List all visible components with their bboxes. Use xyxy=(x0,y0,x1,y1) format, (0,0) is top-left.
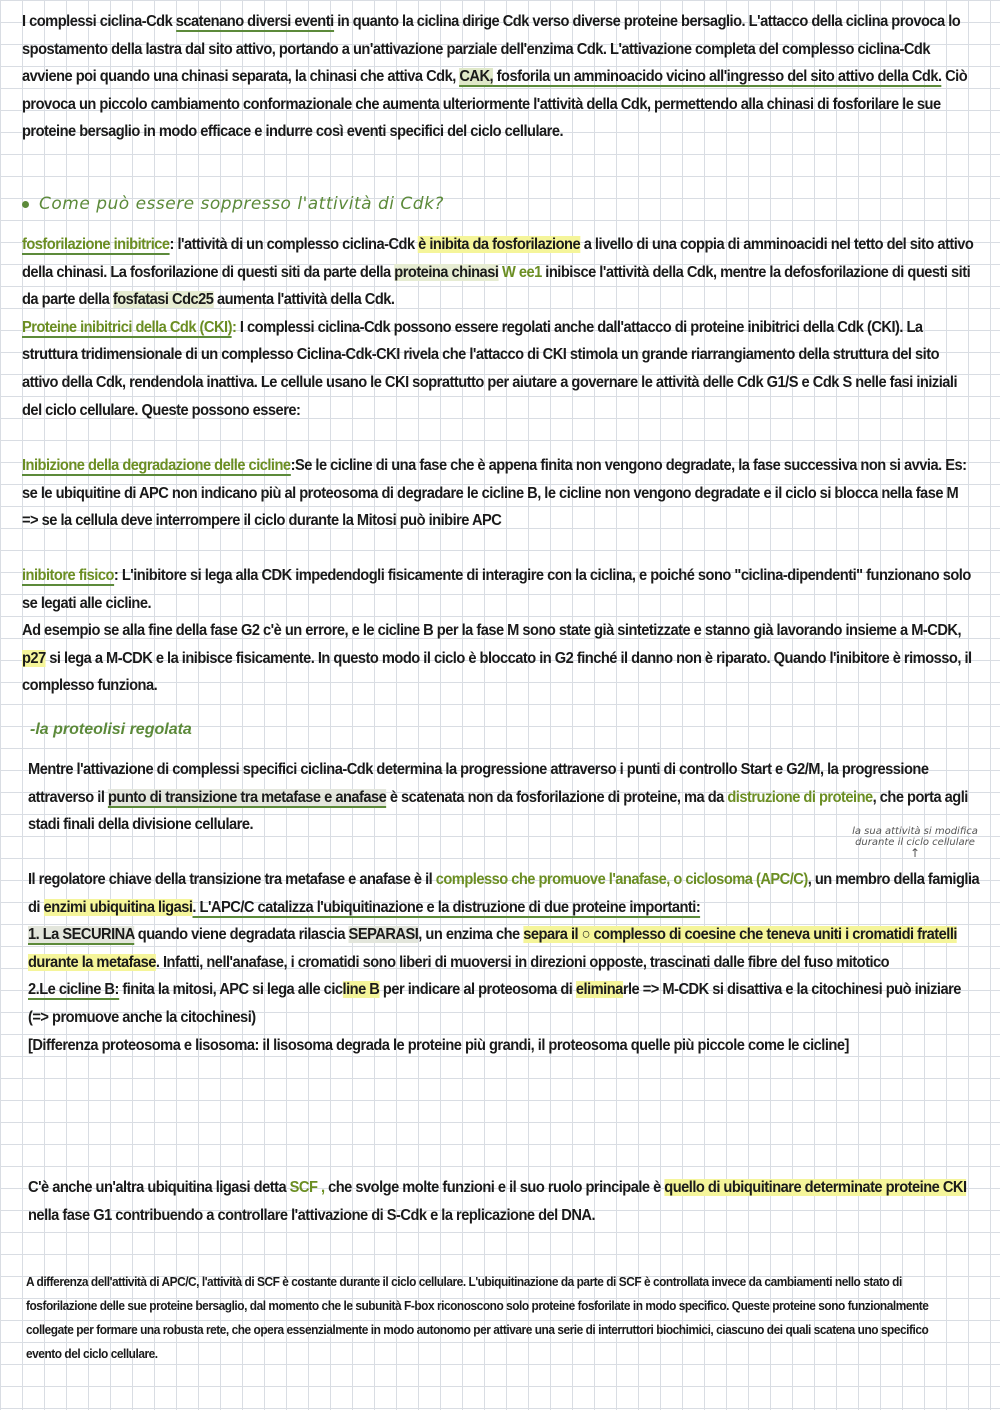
paragraph-apc: Il regolatore chiave della transizione tra metafase e anafase è il complesso che promuove l'anafase, o ciclosoma (APC/C), un membro della famiglia di enzimi ubiquitina ligasi. L'APC/C catalizza l'ubiquitinazione e la distruzione di due proteine importanti: 1. La SECURINA quando viene degradata rilascia SEPARASI, un enzima che separa il ○ complesso di coesine che teneva uniti i cromatidi fratelli durante la metafase. Infatti, nell'anafase, i cromatidi sono liberi di muoversi in direzioni opposte, trascinati dalle fibre del fuso mitotico 2.Le cicline B: finita la mitosi, APC si lega alle cicline B per indicare al proteosoma di eliminarle => M-CDK si disattiva e la citochinesi può iniziare (=> promuove anche la citochinesi) [Differenza proteosoma e lisosoma: il lisosoma degrada le proteine più grandi, il proteosoma quelle più piccole come le cicline] xyxy=(28,866,978,1059)
paragraph-physical-inhibitor: inibitore fisico: L'inibitore si lega alla CDK impedendogli fisicamente di interagire con la ciclina, e poiché sono "ciclina-dipendenti" funzionano solo se legati alle cicline. Ad esempio se alla fine della fase G2 c'è un errore, e le cicline B per la fase M sono state già sintetizzate e stanno già lavorando insieme a M-CDK, p27 si lega a M-CDK e la inibisce fisicamente. In questo modo il ciclo è bloccato in G2 finché il danno non è riparato. Quando l'inibitore è rimosso, il complesso funziona. xyxy=(22,567,972,695)
section-heading: -la proteolisi regolata xyxy=(30,721,192,738)
paragraph-scf: C'è anche un'altra ubiquitina ligasi detta SCF , che svolge molte funzioni e il suo ruolo principale è quello di ubiquitinare determinate proteine CKI nella fase G1 contribuendo a controllare l'attivazione di S-Cdk e la replicazione del DNA. xyxy=(28,1179,967,1224)
paragraph-inhibitory-phosphorylation: fosforilazione inibitrice: l'attività di un complesso ciclina-Cdk è inibita da fosforilazione a livello di una coppia di amminoacidi nel tetto del sito attivo della chinasi. La fosforilazione di questi siti da parte della proteina chinasi W ee1 inibisce l'attività della Cdk, mentre la defosforilazione di questi siti da parte della fosfatasi Cdc25 aumenta l'attività della Cdk. Proteine inibitrici della Cdk (CKI): I complessi ciclina-Cdk possono essere regolati anche dall'attacco di proteine inibitrici della Cdk (CKI). La struttura tridimensionale di un complesso Ciclina-Cdk-CKI rivela che l'attacco di CKI stimola un grande riarrangiamento della struttura del sito attivo della Cdk, rendendola inattiva. Le cellule usano le CKI soprattutto per aiutare a governare le attività delle Cdk G1/S e Cdk S nelle fasi iniziali del ciclo cellulare. Queste possono essere: xyxy=(22,231,978,424)
paragraph-cki: Proteine inibitrici della Cdk (CKI): I complessi ciclina-Cdk possono essere regolati anche dall'attacco di proteine inibitrici della Cdk (CKI). La struttura tridimensionale di un complesso Ciclina-Cdk-CKI rivela che l'attacco di CKI stimola un grande riarrangiamento della struttura del sito attivo della Cdk, rendendola inattiva. Le cellule usano le CKI soprattutto per aiutare a governare le attività delle Cdk G1/S e Cdk S nelle fasi iniziali del ciclo cellulare. Queste possono essere: xyxy=(22,318,958,419)
arrow-up-icon: ↑ xyxy=(909,846,921,860)
term-fosforilazione-inibitrice: fosforilazione inibitrice xyxy=(22,236,170,253)
paragraph-regulated-proteolysis: Mentre l'attivazione di complessi specifici ciclina-Cdk determina la progressione attraverso i punti di controllo Start e G2/M, la progressione attraverso il punto di transizione tra metafase e anafase è scatenata non da fosforilazione di proteine, ma da distruzione di proteine, che porta agli stadi finali della divisione cellulare. xyxy=(28,761,968,834)
term-inibitore-fisico: inibitore fisico xyxy=(22,567,114,584)
list-item-cicline-b: 2.Le cicline B: finita la mitosi, APC si lega alle cicline B per indicare al proteosoma di eliminarle => M-CDK si disattiva e la citochinesi può iniziare (=> promuove anche la citochinesi) xyxy=(28,981,961,1026)
term-cki: Proteine inibitrici della Cdk (CKI) xyxy=(22,318,232,336)
term-inibizione-degradazione: Inibizione della degradazione delle cicline xyxy=(22,457,291,474)
list-item-securina: 1. La SECURINA quando viene degradata rilascia SEPARASI, un enzima che separa il ○ complesso di coesine che teneva uniti i cromatidi fratelli durante la metafase. Infatti, nell'anafase, i cromatidi sono liberi di muoversi in direzioni opposte, trascinati dalle fibre del fuso mitotico xyxy=(28,926,957,971)
underlined-text: scatenano diversi eventi xyxy=(175,13,334,30)
cak-term: CAK, xyxy=(459,68,494,86)
bullet-icon xyxy=(22,201,29,208)
paragraph-intro: I complessi ciclina-Cdk scatenano diversi eventi in quanto la ciclina dirige Cdk verso diverse proteine bersaglio. L'attacco della ciclina provoca lo spostamento della lastra dal sito attivo, portando a un'attivazione parziale dell'enzima Cdk. L'attivazione completa del complesso ciclina-Cdk avviene poi quando una chinasi separata, la chinasi che attiva Cdk, CAK, fosforila un amminoacido vicino all'ingresso del sito attivo della Cdk. Ciò provoca un piccolo cambiamento conformazionale che aumenta ulteriormente l'attività della Cdk, permettendo alla chinasi di fosforilare le sue proteine bersaglio in modo efficace e indurre così eventi specifici del ciclo cellulare. xyxy=(22,13,968,141)
paragraph-scf-difference: A differenza dell'attività di APC/C, l'attività di SCF è costante durante il ciclo cellulare. L'ubiquitinazione da parte di SCF è controllata invece da cambiamenti nello stato di fosforilazione delle sue proteine bersaglio, dal momento che le subunità F-box riconoscono solo proteine fosforilate in modo specifico. Queste proteine sono funzionalmente collegate per formare una robusta rete, che opera essenzialmente in modo autonomo per attivare una serie di interruttori biochimici, ciascuno dei quali scatena uno specifico evento del ciclo cellulare. xyxy=(26,1274,929,1361)
paragraph-degradation-inhibition: Inibizione della degradazione delle cicline:Se le cicline di una fase che è appena finita non vengono degradate, la fase successiva non si avvia. Es: se le ubiquitine di APC non indicano più al proteosoma di degradare le cicline B, le cicline non vengono degradate e il ciclo si blocca nella fase M => se la cellula deve interrompere il ciclo durante la Mitosi può inibire APC xyxy=(22,457,967,530)
handwritten-question: Come può essere soppresso l'attività di Cdk? xyxy=(22,194,444,214)
margin-note: la sua attività si modifica durante il ciclo cellulare ↑ xyxy=(840,826,990,859)
